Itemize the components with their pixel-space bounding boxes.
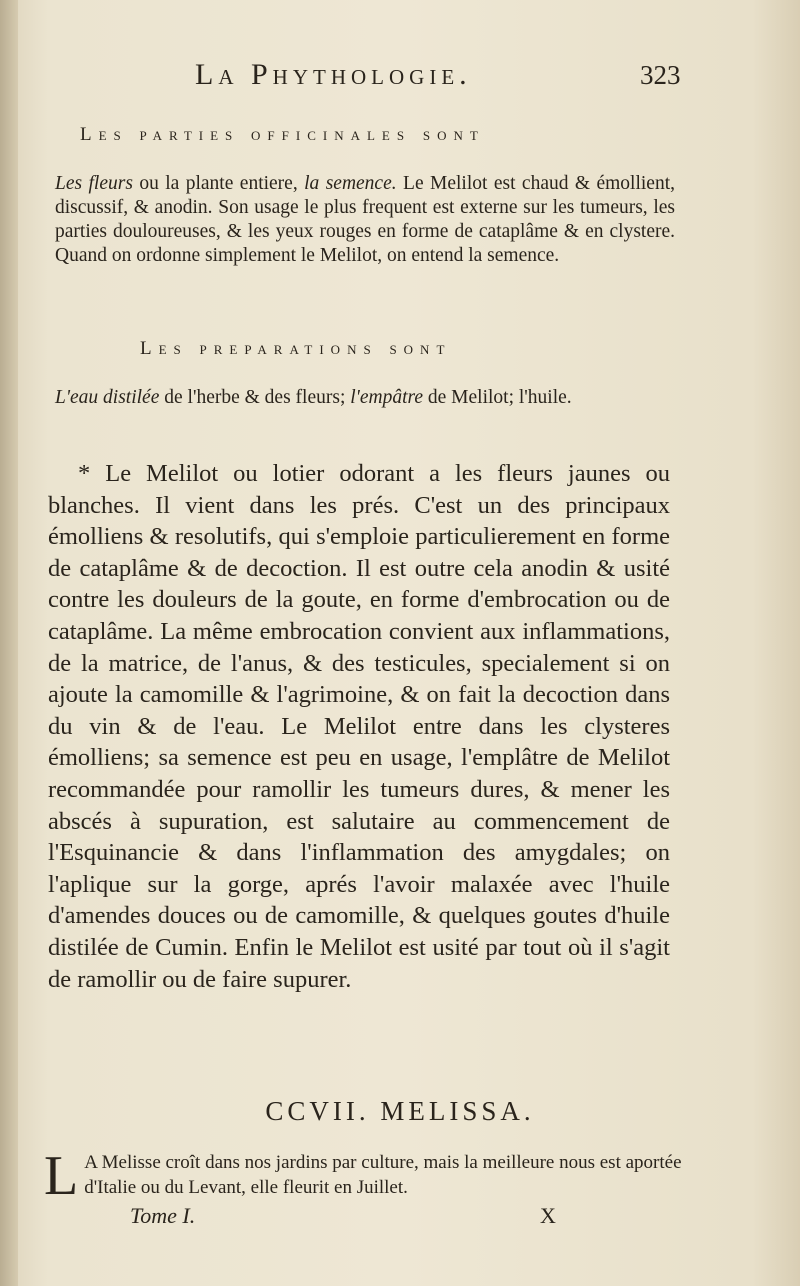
italic-term: l'empâtre	[350, 387, 424, 408]
drop-cap: L	[44, 1145, 79, 1207]
text-run: de l'herbe & des fleurs;	[159, 387, 351, 408]
running-head-title: La Phythologie.	[195, 58, 472, 91]
italic-term: L'eau distilée	[55, 387, 160, 408]
chapter-text: A Melisse croît dans nos jardins par culture, mais la meilleure nous est aportée d'Italie ou du Levant, elle fleurit en Juillet.	[84, 1152, 682, 1198]
text-run: Le Melilot est chaud & émollient, discussif, & anodin. Son usage le plus frequent est externe sur les tumeurs, les parties douloureuses, & les yeux rouges en forme de cataplâme & en clystere. Quand on ordonne simplement le Melilot, on entend la semence.	[55, 173, 675, 266]
page-footer	[0, 1203, 800, 1233]
chapter-body	[44, 1145, 684, 1207]
italic-term: la semence.	[304, 173, 397, 194]
text-run: de Melilot; l'huile.	[423, 387, 572, 408]
main-paragraph-text: * Le Melilot ou lotier odorant a les fleurs jaunes ou blanches. Il vient dans les prés. C'est un des principaux émolliens & resolutifs, qui s'emploie particulierement en forme de cataplâme & de decoction. Il est outre cela anodin & usité contre les douleurs de la goute, en forme d'embrocation ou de cataplâme. La même embrocation convient aux inflammations, de la matrice, de l'anus, & des testicules, specialement si on ajoute la camomille & l'agrimoine, & on fait la decoction dans du vin & de l'eau. Le Melilot entre dans les clysteres émolliens; sa semence est peu en usage, l'emplâtre de Melilot recommandée pour ramollir les tumeurs dures, & mener les abscés à supuration, est salutaire au commencement de l'Esquinancie & dans l'inflammation des amygdales; on l'aplique sur la gorge, aprés l'avoir malaxée avec l'huile d'amendes douces ou de camomille, & quelques goutes d'huile distilée de Cumin. Enfin le Melilot est usité par tout où il s'agit de ramollir ou de faire supurer.	[48, 460, 670, 993]
volume-label: Tome I.	[130, 1203, 196, 1228]
page-number: 323	[640, 60, 681, 90]
section-heading-officinales: Les parties officinales sont	[80, 124, 485, 145]
section-heading-preparations: Les preparations sont	[140, 338, 452, 359]
text-run: ou la plante entiere,	[132, 173, 305, 194]
chapter-heading: CCVII. MELISSA.	[265, 1096, 535, 1126]
section-preparations-text	[55, 386, 675, 410]
page-binding-edge	[0, 0, 18, 1286]
italic-term: Les fleurs	[55, 173, 133, 194]
main-paragraph	[48, 458, 670, 995]
signature-mark: X	[540, 1203, 556, 1228]
section-officinales-text	[55, 172, 675, 268]
running-head	[0, 58, 800, 98]
